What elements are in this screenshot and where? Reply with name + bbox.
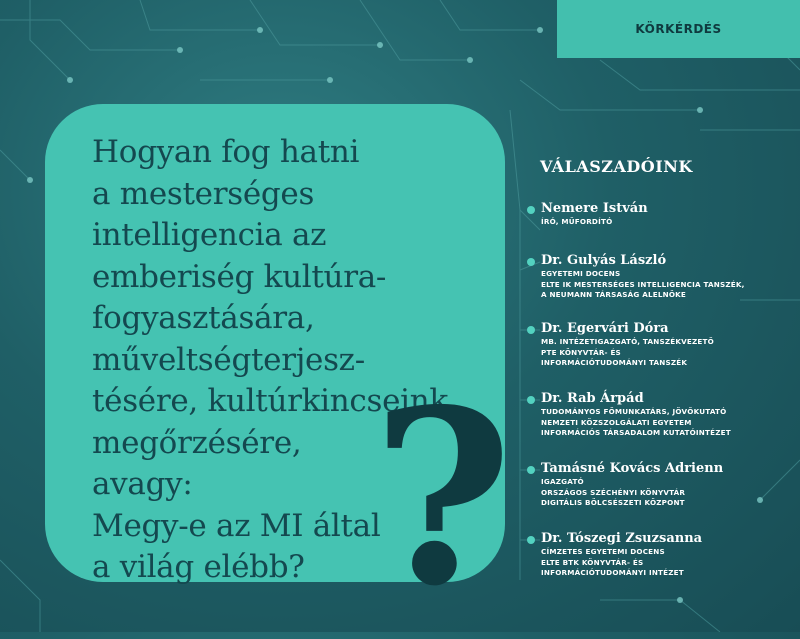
question-line: avagy: [92, 466, 193, 502]
respondent-name: Dr. Rab Árpád [541, 391, 644, 406]
question-text [92, 132, 448, 589]
respondent-role: MB. INTÉZETIGAZGATÓ, TANSZÉKVEZETŐ [541, 337, 714, 346]
question-line: intelligencia az [92, 217, 327, 253]
respondent-name: Tamásné Kovács Adrienn [541, 461, 724, 476]
question-line: emberiség kultúra- [92, 258, 387, 295]
respondent [541, 530, 702, 579]
question-line: a mesterséges [92, 175, 315, 212]
respondent-name: Dr. Gulyás László [541, 253, 667, 268]
question-line: műveltségterjesz- [92, 341, 365, 378]
bullet-dot-icon [527, 258, 535, 266]
bullet-dot-icon [527, 536, 535, 544]
respondent-role: INFORMÁCIÓTUDOMÁNYI INTÉZET [541, 568, 684, 577]
respondent-role: IGAZGATÓ [541, 477, 584, 486]
respondent-name: Dr. Egervári Dóra [541, 321, 669, 336]
bullet-dot-icon [527, 466, 535, 474]
respondent-role: INFORMÁCIÓS TÁRSADALOM KUTATÓINTÉZET [541, 428, 731, 437]
bullet-dot-icon [527, 326, 535, 334]
respondent [541, 200, 648, 228]
respondent-role: ELTE BTK KÖNYVTÁR- ÉS [541, 557, 644, 567]
respondent [541, 320, 714, 369]
respondent-role: INFORMÁCIÓTUDOMÁNYI TANSZÉK [541, 358, 688, 367]
respondent-role: NEMZETI KÖZSZOLGÁLATI EGYETEM [541, 417, 692, 427]
respondent [541, 390, 731, 439]
question-line: tésére, kultúrkincseink [92, 383, 448, 419]
question-line: a világ elébb? [92, 549, 305, 585]
respondent-name: Dr. Tószegi Zsuzsanna [541, 531, 703, 546]
respondent-role: ÍRÓ, MŰFORDÍTÓ [541, 217, 613, 226]
respondent [541, 252, 745, 301]
respondent-role: ORSZÁGOS SZÉCHÉNYI KÖNYVTÁR [541, 487, 686, 497]
respondent-role: CÍMZETES EGYETEMI DOCENS [541, 547, 665, 556]
question-line: Megy-e az MI által [92, 507, 381, 544]
respondent [541, 460, 723, 509]
respondent-role: A NEUMANN TÁRSASÁG ALELNÖKE [541, 290, 687, 299]
question-line: megőrzésére, [92, 424, 302, 461]
bullet-dot-icon [527, 206, 535, 214]
respondents-title: VÁLASZADÓINK [540, 157, 693, 176]
question-line: fogyasztására, [92, 300, 315, 336]
respondent-role: ELTE IK MESTERSÉGES INTELLIGENCIA TANSZÉK, [541, 279, 745, 289]
section-tag: KÖRKÉRDÉS [557, 0, 800, 58]
respondent-role: EGYETEMI DOCENS [541, 269, 621, 278]
respondent-name: Nemere István [541, 201, 648, 216]
question-mark-icon: ? [372, 357, 513, 639]
respondent-role: PTE KÖNYVTÁR- ÉS [541, 347, 621, 357]
bullet-dot-icon [527, 396, 535, 404]
respondent-role: DIGITÁLIS BÖLCSÉSZETI KÖZPONT [541, 498, 685, 507]
question-line: Hogyan fog hatni [92, 134, 360, 170]
respondent-role: TUDOMÁNYOS FŐMUNKATÁRS, JÖVŐKUTATÓ [541, 407, 727, 416]
